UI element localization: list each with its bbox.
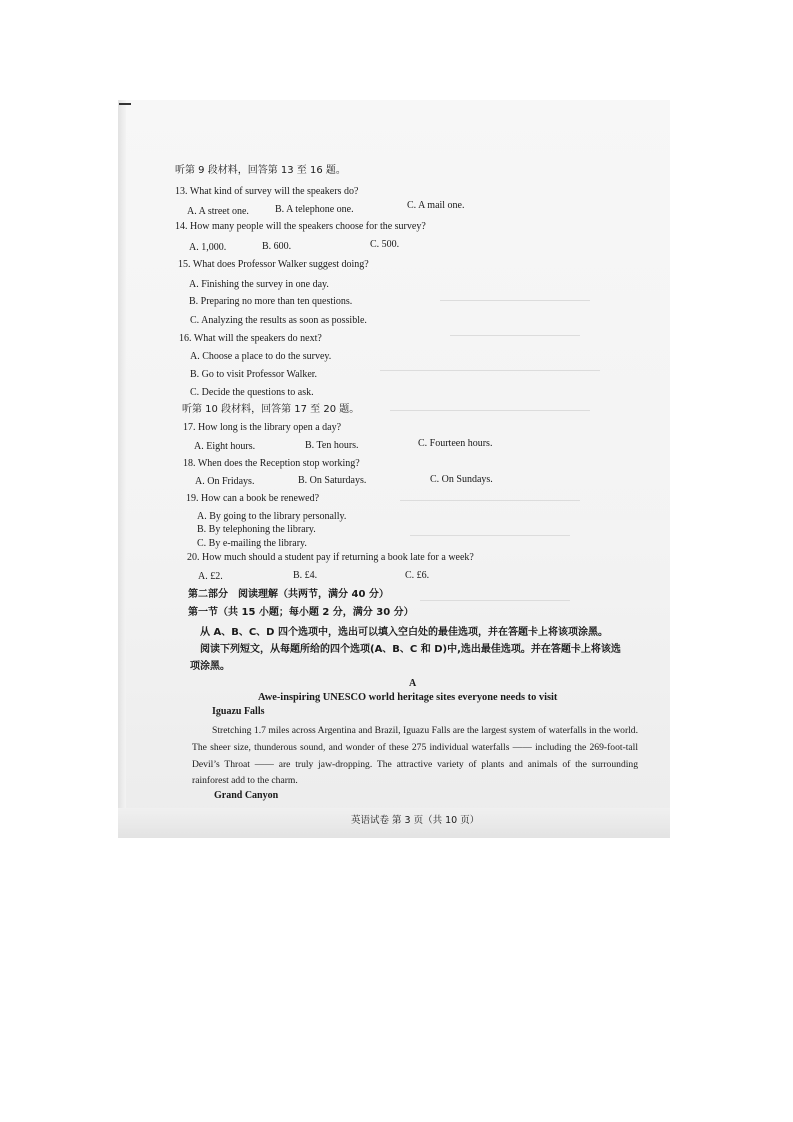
section-heading: 听第 9 段材料，回答第 13 至 16 题。 (175, 165, 346, 176)
question-15: 15. What does Professor Walker suggest doing? (178, 259, 369, 270)
option-b: B. A telephone one. (275, 204, 354, 215)
passage-title: Awe-inspiring UNESCO world heritage sites everyone needs to visit (258, 692, 558, 703)
instruction: 阅读下列短文，从每题所给的四个选项(A、B、C 和 D)中,选出最佳选项。并在答题卡上将该选 (200, 644, 621, 655)
part-heading: 第二部分 阅读理解（共两节，满分 40 分） (188, 589, 389, 600)
option-b: B. On Saturdays. (298, 475, 367, 486)
option-c: C. Analyzing the results as soon as possible. (190, 315, 367, 326)
section-heading: 听第 10 段材料，回答第 17 至 20 题。 (182, 404, 360, 415)
bleed-through-line (450, 335, 580, 336)
question-16: 16. What will the speakers do next? (179, 333, 322, 344)
option-c: C. £6. (405, 570, 430, 581)
option-a: A. 1,000. (189, 242, 227, 253)
question-18: 18. When does the Reception stop working? (183, 458, 360, 469)
option-b: B. Ten hours. (305, 440, 359, 451)
bleed-through-line (380, 370, 600, 371)
bleed-through-line (400, 500, 580, 501)
option-c: C. On Sundays. (430, 474, 493, 485)
instruction: 项涂黑。 (190, 661, 230, 672)
bleed-through-line (390, 410, 590, 411)
option-a: A. £2. (198, 571, 223, 582)
option-a: A. On Fridays. (195, 476, 255, 487)
question-14: 14. How many people will the speakers choose for the survey? (175, 221, 426, 232)
option-b: B. Go to visit Professor Walker. (190, 369, 318, 380)
bleed-through-line (420, 600, 570, 601)
option-a: A. Choose a place to do the survey. (190, 351, 332, 362)
question-20: 20. How much should a student pay if returning a book late for a week? (187, 552, 474, 563)
option-c: C. Decide the questions to ask. (190, 387, 314, 398)
option-b: B. Preparing no more than ten questions. (189, 296, 353, 307)
option-b: B. £4. (293, 570, 318, 581)
option-c: C. Fourteen hours. (418, 438, 493, 449)
paragraph: Stretching 1.7 miles across Argentina and Brazil, Iguazu Falls are the largest system of waterfalls in the world. The sheer size, thunderous sound, and wonder of these 275 individual waterfalls —— including the 269-foot-tall Devil’s Throat —— are truly jaw-dropping. The attractive variety of plants and animals of the surrounding rainforest add to the charm. (192, 725, 638, 787)
question-13: 13. What kind of survey will the speakers do? (175, 186, 359, 197)
question-17: 17. How long is the library open a day? (183, 422, 342, 433)
subheading: Iguazu Falls (212, 706, 265, 717)
subheading: Grand Canyon (214, 790, 279, 801)
option-b: B. 600. (262, 241, 292, 252)
scan-shadow (118, 100, 126, 838)
question-19: 19. How can a book be renewed? (186, 493, 320, 504)
bleed-through-line (410, 535, 570, 536)
passage-label: A (409, 678, 417, 689)
instruction: 从 A、B、C、D 四个选项中，选出可以填入空白处的最佳选项，并在答题卡上将该项涂黑。 (200, 627, 608, 638)
option-b: B. By telephoning the library. (197, 524, 316, 535)
option-c: C. By e-mailing the library. (197, 538, 307, 549)
option-a: A. A street one. (187, 206, 249, 217)
section-heading: 第一节（共 15 小题；每小题 2 分，满分 30 分） (188, 607, 414, 618)
page-footer: 英语试卷 第 3 页（共 10 页） (351, 815, 480, 826)
option-a: A. Eight hours. (194, 441, 256, 452)
option-c: C. 500. (370, 239, 400, 250)
scan-mark (119, 103, 131, 105)
bleed-through-line (440, 300, 590, 301)
option-a: A. Finishing the survey in one day. (189, 279, 329, 290)
option-c: C. A mail one. (407, 200, 465, 211)
option-a: A. By going to the library personally. (197, 511, 347, 522)
